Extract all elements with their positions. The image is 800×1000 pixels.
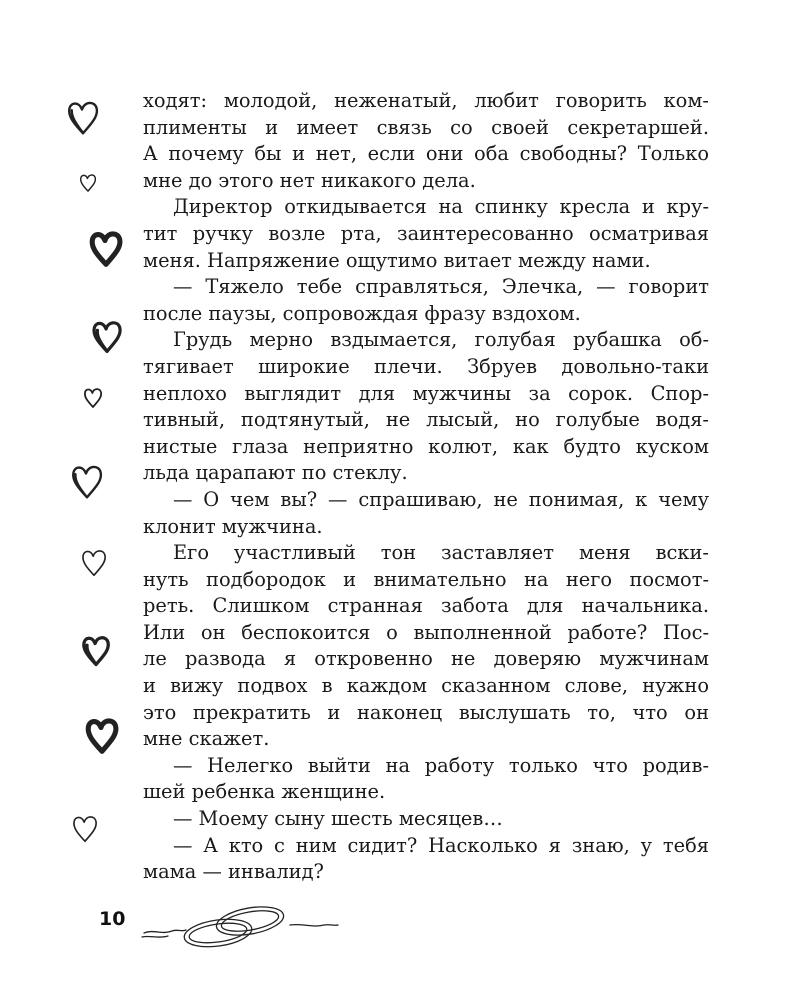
text-line: — Моему сыну шесть месяцев… xyxy=(173,807,503,831)
text-line: плименты и имеет связь со своей секретаршей. xyxy=(143,115,709,139)
text-line: — О чем вы? — спрашиваю, не понимая, к чему xyxy=(173,487,709,511)
text-line: Его участливый тон заставляет меня вски- xyxy=(173,541,709,565)
heart-icon xyxy=(79,172,97,194)
heart-icon xyxy=(66,98,100,138)
text-line: — А кто с ним сидит? Насколько я знаю, у тебя xyxy=(173,833,709,857)
text-line: мама — инвалид? xyxy=(143,860,324,884)
text-line: шей ребенка женщине. xyxy=(143,780,386,804)
text-line: это прекратить и наконец выслушать то, что он xyxy=(143,700,709,724)
text-line: мне скажет. xyxy=(143,727,270,751)
text-line: льда царапают по стеклу. xyxy=(143,461,408,485)
text-line: и вижу подвох в каждом сказанном слове, нужно xyxy=(143,674,709,698)
text-line: тивный, подтянутый, не лысый, но голубые водя- xyxy=(143,408,709,432)
text-line: А почему бы и нет, если они оба свободны? Только xyxy=(143,142,709,166)
text-line: Грудь мерно вздымается, голубая рубашка об- xyxy=(173,328,709,352)
text-line: клонит мужчина. xyxy=(143,514,323,538)
text-line: меня. Напряжение ощутимо витает между нами. xyxy=(143,248,651,272)
text-line: нуть подбородок и внимательно на него посмот- xyxy=(143,567,709,591)
page-number: 10 xyxy=(99,908,126,930)
heart-icon xyxy=(71,814,99,844)
text-line: реть. Слишком странная забота для начальника. xyxy=(143,594,709,618)
text-line: нистые глаза неприятно колют, как будто куском xyxy=(143,434,709,458)
heart-icon xyxy=(81,632,111,670)
text-line: мне до этого нет никакого дела. xyxy=(143,168,476,192)
text-line: Или он беспокоится о выполненной работе? Пос- xyxy=(143,620,709,644)
heart-icon xyxy=(70,462,104,502)
text-line: — Тяжело тебе справляться, Элечка, — говорит xyxy=(173,275,709,299)
heart-icon xyxy=(83,386,103,410)
text-line: неплохо выглядит для мужчины за сорок. Спор- xyxy=(143,381,709,405)
text-line: тягивает широкие плечи. Збруев довольно-таки xyxy=(143,354,709,378)
wedding-rings-icon xyxy=(140,895,340,961)
text-line: Директор откидывается на спинку кресла и кру- xyxy=(173,195,709,219)
heart-icon xyxy=(91,318,123,356)
text-line: — Нелегко выйти на работу только что родив- xyxy=(173,753,709,777)
text-line: тит ручку возле рта, заинтересованно осматривая xyxy=(143,221,709,245)
body-text xyxy=(143,88,709,886)
text-line: после паузы, сопровождая фразу вздохом. xyxy=(143,301,581,325)
heart-icon xyxy=(85,714,119,758)
heart-icon xyxy=(89,228,123,270)
text-line: ле развода я откровенно не доверяю мужчинам xyxy=(143,647,709,671)
text-line: ходят: молодой, неженатый, любит говорить ком- xyxy=(143,89,709,112)
heart-icon xyxy=(80,548,108,578)
